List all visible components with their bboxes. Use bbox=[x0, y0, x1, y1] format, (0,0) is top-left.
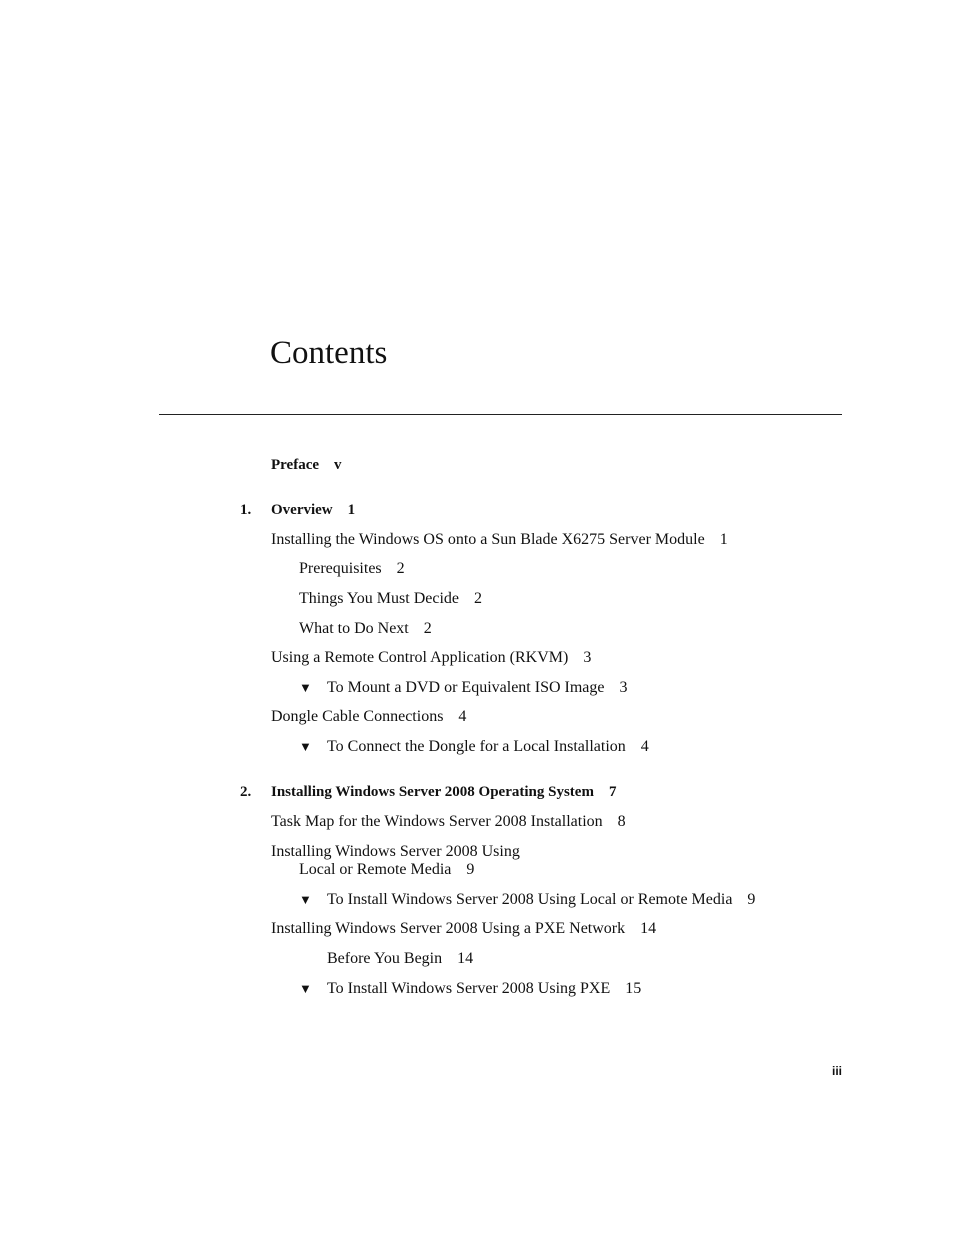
toc-chapter-installing[interactable] bbox=[271, 783, 616, 801]
toc-entry-label: Things You Must Decide bbox=[299, 590, 460, 607]
toc-entry-page: 7 bbox=[608, 784, 617, 800]
triangle-down-icon: ▼ bbox=[299, 892, 312, 907]
toc-entry-page: 2 bbox=[396, 560, 405, 577]
toc-entry[interactable] bbox=[271, 531, 728, 549]
toc-entry-label: To Install Windows Server 2008 Using Local or Remote Media bbox=[327, 891, 733, 908]
toc-procedure-entry[interactable] bbox=[327, 679, 628, 697]
triangle-down-icon: ▼ bbox=[299, 680, 312, 695]
toc-entry-label: Preface bbox=[271, 457, 320, 473]
page-number: iii bbox=[831, 1064, 842, 1078]
toc-entry[interactable] bbox=[271, 813, 626, 831]
toc-entry-label: Overview bbox=[271, 502, 333, 518]
toc-entry[interactable] bbox=[299, 620, 432, 638]
toc-entry-label: Installing the Windows OS onto a Sun Blade X6275 Server Module bbox=[271, 531, 705, 548]
toc-entry-label: Before You Begin bbox=[327, 950, 443, 967]
toc-entry-page: 14 bbox=[457, 950, 474, 967]
toc-entry-page: 1 bbox=[347, 502, 356, 518]
toc-entry-continuation bbox=[271, 861, 520, 879]
toc-entry-page: 2 bbox=[423, 620, 432, 637]
toc-entry-preface[interactable] bbox=[271, 456, 342, 474]
title-rule bbox=[159, 414, 842, 415]
triangle-down-icon: ▼ bbox=[299, 981, 312, 996]
toc-procedure-entry[interactable] bbox=[327, 738, 649, 756]
toc-chapter-overview[interactable] bbox=[271, 501, 355, 519]
toc-entry-page: 8 bbox=[617, 813, 626, 830]
toc-entry-label: Installing Windows Server 2008 Using bbox=[271, 843, 520, 860]
toc-entry[interactable] bbox=[299, 560, 405, 578]
toc-entry-label: To Connect the Dongle for a Local Installation bbox=[327, 738, 626, 755]
toc-entry-page: 2 bbox=[474, 590, 483, 607]
toc-procedure-entry[interactable] bbox=[327, 891, 755, 909]
toc-entry[interactable] bbox=[327, 950, 473, 968]
toc-entry-page: 1 bbox=[719, 531, 728, 548]
chapter-number: 2. bbox=[240, 784, 252, 800]
toc-entry-page: 3 bbox=[619, 679, 628, 696]
toc-entry-page: 9 bbox=[747, 891, 756, 908]
toc-entry-label: Using a Remote Control Application (RKVM) bbox=[271, 649, 569, 666]
toc-entry-label: What to Do Next bbox=[299, 620, 409, 637]
toc-entry-label: Prerequisites bbox=[299, 560, 382, 577]
toc-entry-label: Installing Windows Server 2008 Using a PXE Network bbox=[271, 920, 626, 937]
toc-entry-page: v bbox=[334, 457, 342, 473]
toc-entry-label-line2: Local or Remote Media bbox=[299, 861, 452, 878]
toc-entry-label: Task Map for the Windows Server 2008 Installation bbox=[271, 813, 603, 830]
toc-entry[interactable] bbox=[271, 920, 656, 938]
toc-entry[interactable] bbox=[271, 708, 466, 726]
toc-entry-page: 4 bbox=[640, 738, 649, 755]
toc-entry[interactable] bbox=[271, 843, 520, 879]
toc-entry-label: To Install Windows Server 2008 Using PXE bbox=[327, 980, 611, 997]
toc-procedure-entry[interactable] bbox=[327, 980, 641, 998]
toc-entry[interactable] bbox=[299, 590, 482, 608]
chapter-number: 1. bbox=[240, 502, 252, 518]
toc-entry-label: Installing Windows Server 2008 Operating System bbox=[271, 784, 594, 800]
toc-entry-label: To Mount a DVD or Equivalent ISO Image bbox=[327, 679, 605, 696]
triangle-down-icon: ▼ bbox=[299, 739, 312, 754]
toc-entry-page: 4 bbox=[458, 708, 467, 725]
toc-entry-page: 14 bbox=[640, 920, 657, 937]
toc-entry-page: 3 bbox=[583, 649, 592, 666]
toc-entry-label: Dongle Cable Connections bbox=[271, 708, 444, 725]
toc-entry-page: 15 bbox=[625, 980, 642, 997]
page-title: Contents bbox=[270, 335, 388, 371]
toc-entry-page: 9 bbox=[466, 861, 475, 878]
toc-entry[interactable] bbox=[271, 649, 591, 667]
